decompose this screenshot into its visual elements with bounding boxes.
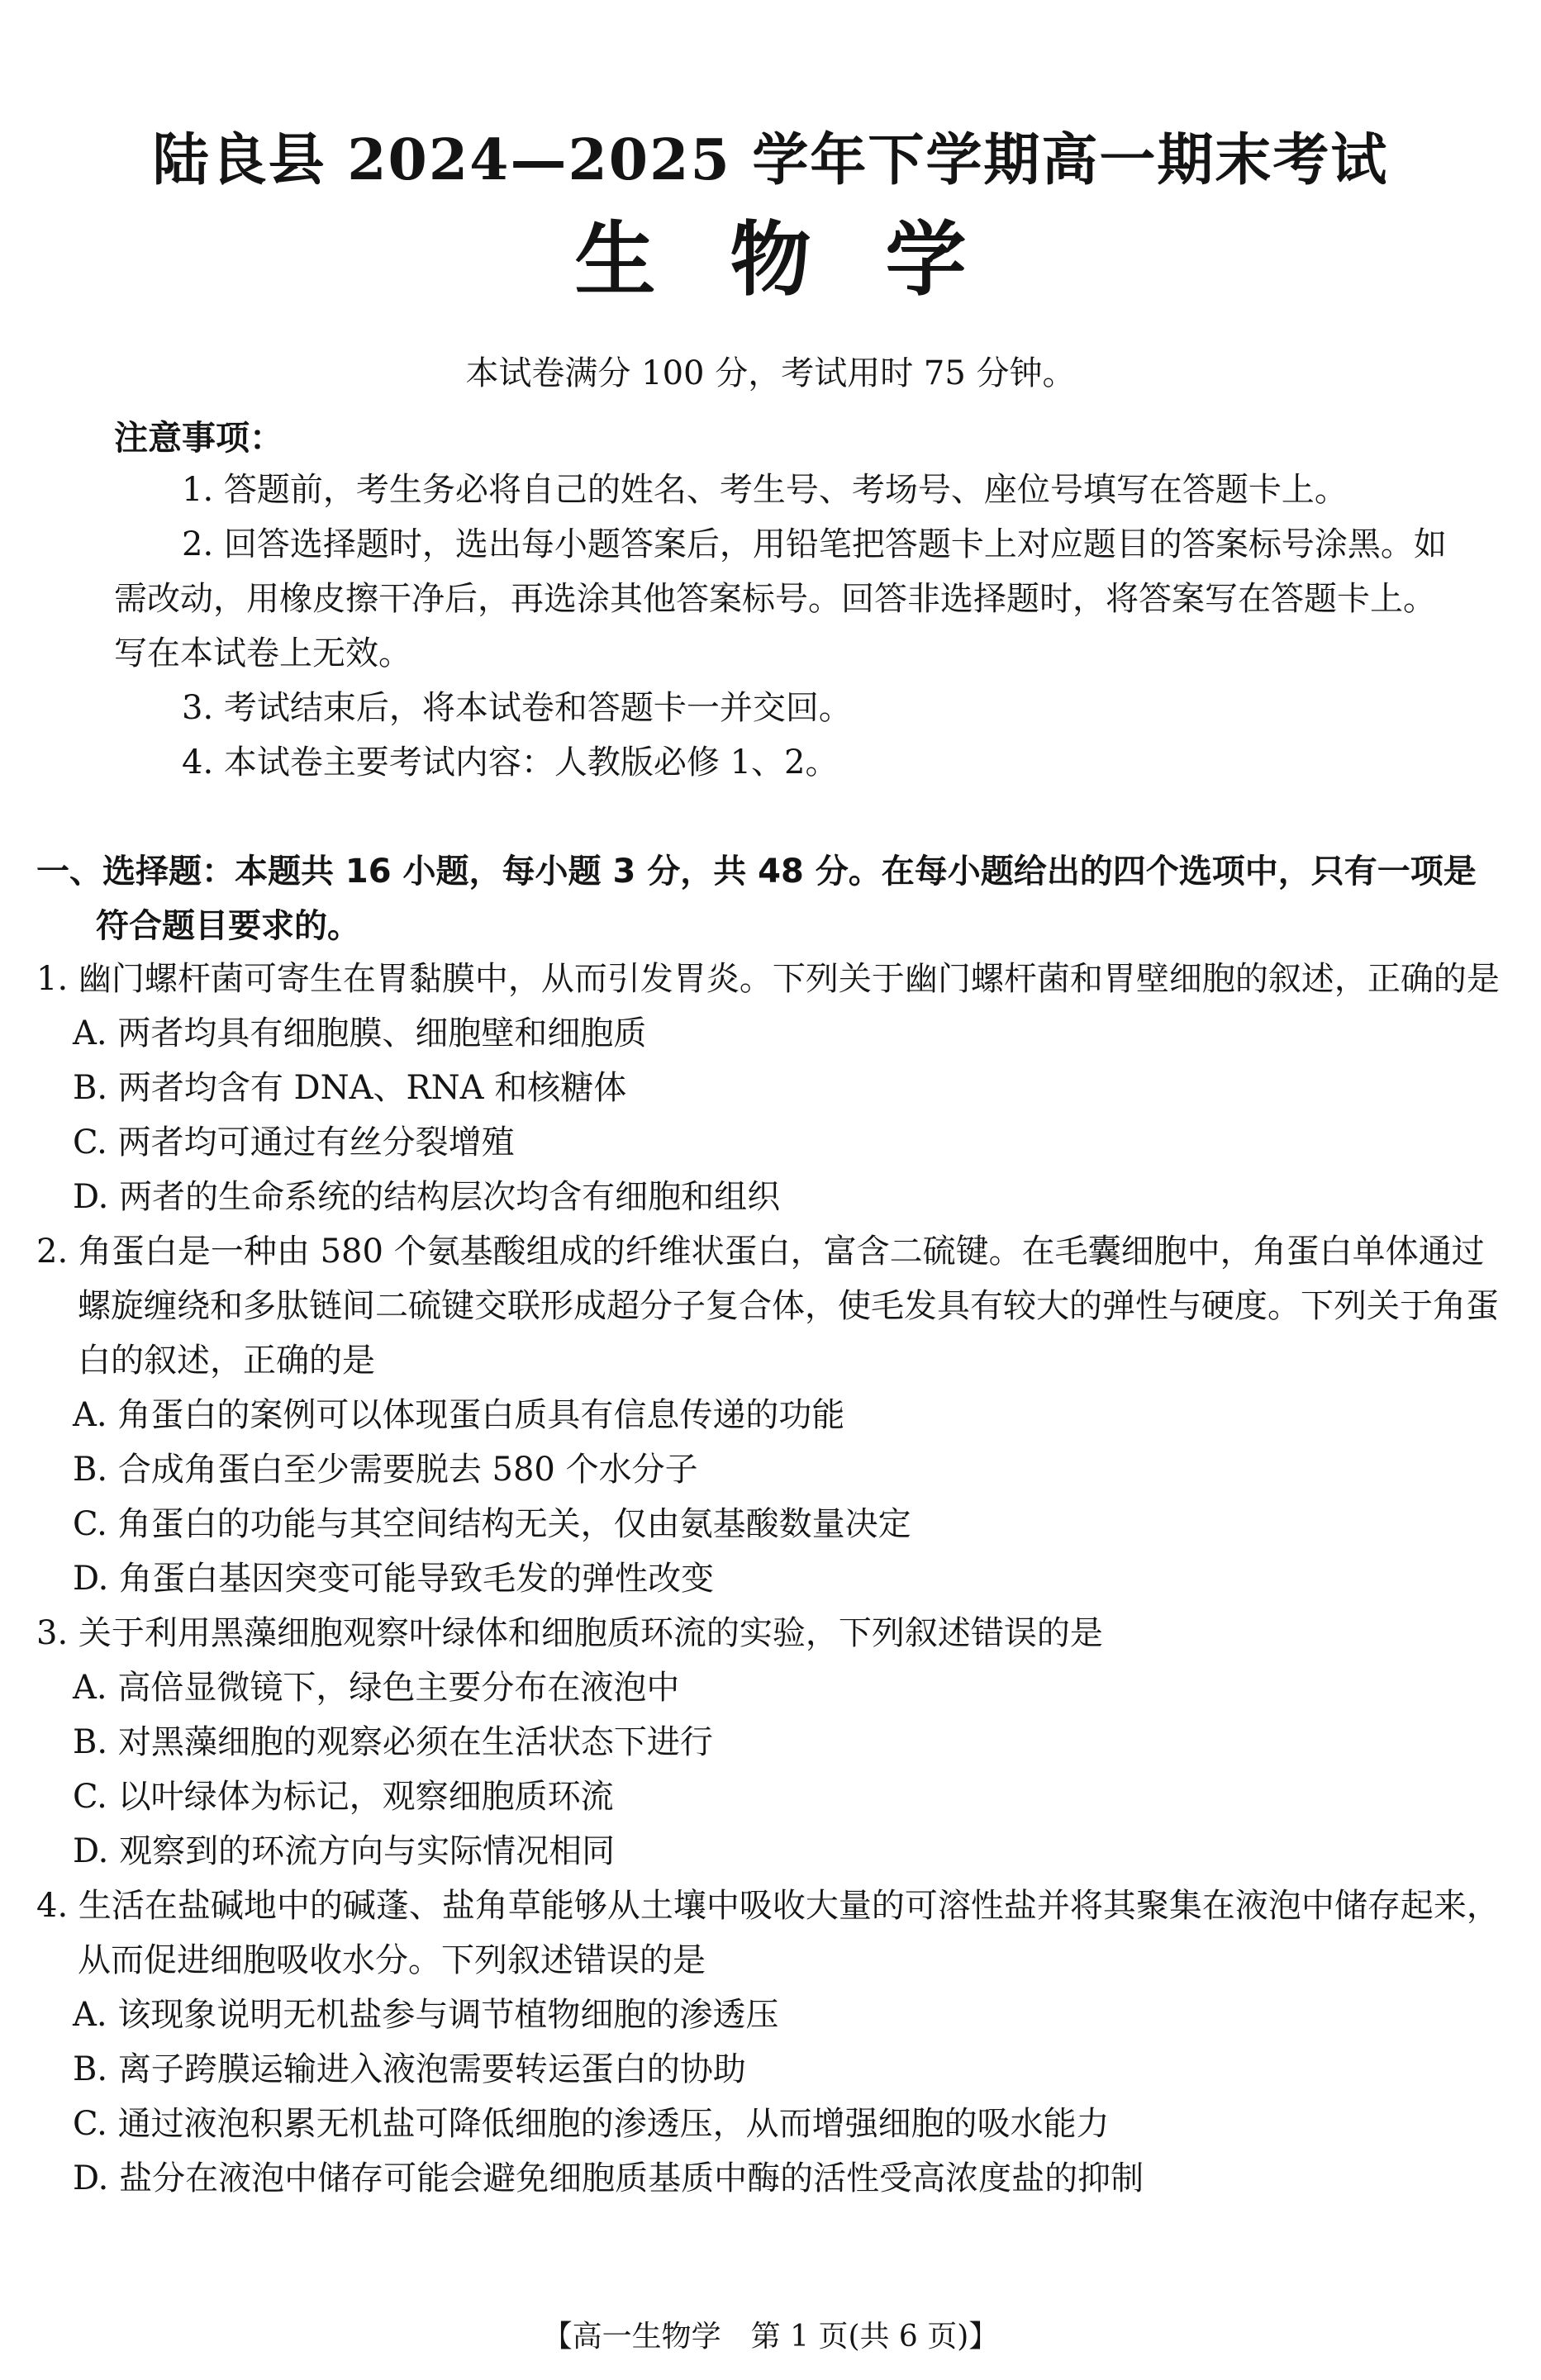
subject-title: 生物学 xyxy=(574,212,1041,307)
option-a: A. 两者均具有细胞膜、细胞壁和细胞质 xyxy=(73,1014,647,1052)
notice-item: 4. 本试卷主要考试内容：人教版必修 1、2。 xyxy=(182,743,839,781)
exam-info: 本试卷满分 100 分，考试用时 75 分钟。 xyxy=(465,354,1076,392)
option-b: B. 合成角蛋白至少需要脱去 580 个水分子 xyxy=(73,1451,698,1489)
section-heading: 一、选择题：本题共 16 小题，每小题 3 分，共 48 分。在每小题给出的四个选项中，只有一项是符合题目要求的。 xyxy=(36,853,1477,945)
option-a: A. 角蛋白的案例可以体现蛋白质具有信息传递的功能 xyxy=(73,1396,845,1434)
question-stem: 3. 关于利用黑藻细胞观察叶绿体和细胞质环流的实验，下列叙述错误的是 xyxy=(36,1614,1103,1652)
exam-title: 陆良县 2024—2025 学年下学期高一期末考试 xyxy=(152,127,1389,193)
option-c: C. 以叶绿体为标记，观察细胞质环流 xyxy=(73,1778,614,1816)
option-d: D. 观察到的环流方向与实际情况相同 xyxy=(73,1832,616,1870)
question-1 xyxy=(36,952,1507,1224)
option-a: A. 该现象说明无机盐参与调节植物细胞的渗透压 xyxy=(73,1996,779,2034)
notice-item: 2. 回答选择题时，选出每小题答案后，用铅笔把答题卡上对应题目的答案标号涂黑。如需改动，用橡皮擦干净后，再选涂其他答案标号。回答非选择题时，将答案写在答题卡上。写在本试卷上无效。 xyxy=(114,525,1447,672)
question-3 xyxy=(36,1606,1507,1879)
option-b: B. 对黑藻细胞的观察必须在生活状态下进行 xyxy=(73,1723,713,1761)
notice-item: 3. 考试结束后，将本试卷和答题卡一并交回。 xyxy=(182,689,852,727)
option-d: D. 角蛋白基因突变可能导致毛发的弹性改变 xyxy=(73,1560,715,1598)
option-d: D. 两者的生命系统的结构层次均含有细胞和组织 xyxy=(73,1178,781,1216)
notice-title: 注意事项： xyxy=(114,418,283,458)
option-d: D. 盐分在液泡中储存可能会避免细胞质基质中酶的活性受高浓度盐的抑制 xyxy=(73,2159,1144,2197)
notice-item: 1. 答题前，考生务必将自己的姓名、考生号、考场号、座位号填写在答题卡上。 xyxy=(182,471,1348,509)
question-4 xyxy=(36,1879,1507,2206)
question-stem: 2. 角蛋白是一种由 580 个氨基酸组成的纤维状蛋白，富含二硫键。在毛囊细胞中，角蛋白单体通过螺旋缠绕和多肽链间二硫键交联形成超分子复合体，使毛发具有较大的弹性与硬度。下列关于角蛋白的叙述，正确的是 xyxy=(36,1233,1499,1380)
question-stem: 4. 生活在盐碱地中的碱蓬、盐角草能够从土壤中吸收大量的可溶性盐并将其聚集在液泡中储存起来，从而促进细胞吸收水分。下列叙述错误的是 xyxy=(36,1887,1500,1979)
notice-list xyxy=(114,463,1453,790)
page-footer: 【高一生物学 第 1 页(共 6 页)】 xyxy=(542,2320,999,2354)
question-2 xyxy=(36,1224,1507,1606)
question-list xyxy=(36,952,1507,2206)
option-b: B. 两者均含有 DNA、RNA 和核糖体 xyxy=(73,1069,627,1107)
option-c: C. 两者均可通过有丝分裂增殖 xyxy=(73,1123,515,1161)
option-c: C. 角蛋白的功能与其空间结构无关，仅由氨基酸数量决定 xyxy=(73,1505,911,1543)
option-b: B. 离子跨膜运输进入液泡需要转运蛋白的协助 xyxy=(73,2050,746,2088)
question-stem: 1. 幽门螺杆菌可寄生在胃黏膜中，从而引发胃炎。下列关于幽门螺杆菌和胃壁细胞的叙述，正确的是 xyxy=(36,960,1500,998)
option-c: C. 通过液泡积累无机盐可降低细胞的渗透压，从而增强细胞的吸水能力 xyxy=(73,2105,1110,2143)
option-a: A. 高倍显微镜下，绿色主要分布在液泡中 xyxy=(73,1669,680,1707)
